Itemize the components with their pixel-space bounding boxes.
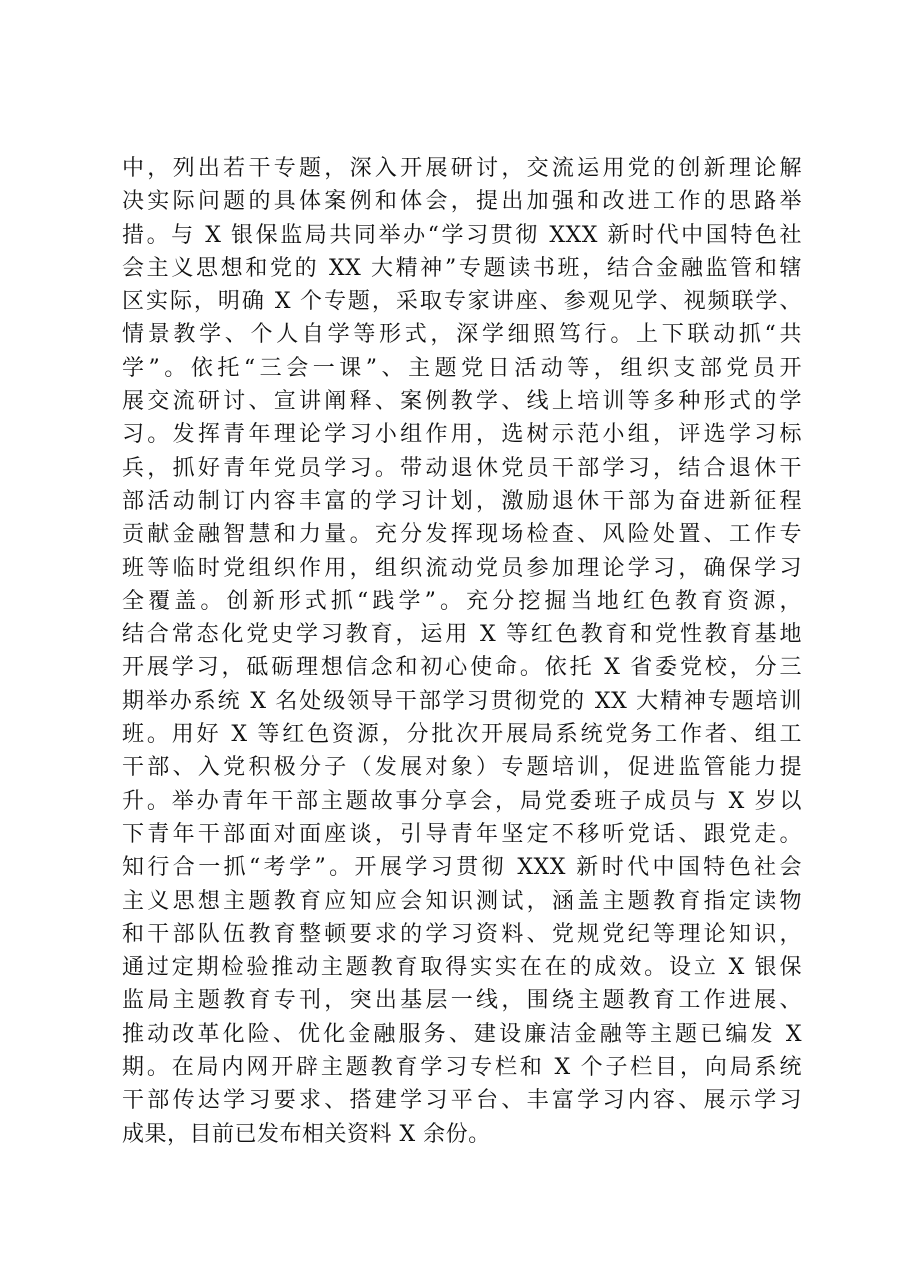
text-line: 主义思想主题教育应知应会知识测试，涵盖主题教育指定读物 (122, 888, 802, 914)
text-line: 情景教学、个人自学等形式，深学细照笃行。上下联动抓“共 (122, 322, 802, 348)
text-line: 干部传达学习要求、搭建学习平台、丰富学习内容、展示学习 (122, 1088, 802, 1114)
text-line: 班。用好 X 等红色资源，分批次开展局系统党务工作者、组工 (122, 722, 802, 748)
text-line: 成果，目前已发布相关资料 X 余份。 (122, 1121, 491, 1147)
text-line: 区实际，明确 X 个专题，采取专家讲座、参观见学、视频联学、 (122, 289, 802, 315)
text-line: 监局主题教育专刊，突出基层一线，围绕主题教育工作进展、 (122, 988, 802, 1014)
text-line: 结合常态化党史学习教育，运用 X 等红色教育和党性教育基地 (122, 622, 802, 648)
text-line: 展交流研讨、宣讲阐释、案例教学、线上培训等多种形式的学 (122, 389, 802, 415)
text-line: 通过定期检验推动主题教育取得实实在在的成效。设立 X 银保 (122, 955, 802, 981)
text-line: 部活动制订内容丰富的学习计划，激励退休干部为奋进新征程 (122, 488, 802, 514)
text-line: 和干部队伍教育整顿要求的学习资料、党规党纪等理论知识， (122, 921, 802, 947)
text-line: 升。举办青年干部主题故事分享会，局党委班子成员与 X 岁以 (122, 788, 802, 814)
text-line: 措。与 X 银保监局共同举办“学习贯彻 XXX 新时代中国特色社 (122, 222, 802, 248)
text-line: 贡献金融智慧和力量。充分发挥现场检查、风险处置、工作专 (122, 522, 802, 548)
text-line: 习。发挥青年理论学习小组作用，选树示范小组，评选学习标 (122, 422, 802, 448)
text-line: 推动改革化险、优化金融服务、建设廉洁金融等主题已编发 X (122, 1021, 802, 1047)
text-line: 学”。依托“三会一课”、主题党日活动等，组织支部党员开 (122, 355, 802, 381)
text-line: 兵，抓好青年党员学习。带动退休党员干部学习，结合退休干 (122, 455, 802, 481)
text-line: 开展学习，砥砺理想信念和初心使命。依托 X 省委党校，分三 (122, 655, 802, 681)
text-line: 班等临时党组织作用，组织流动党员参加理论学习，确保学习 (122, 555, 802, 581)
text-line: 会主义思想和党的 XX 大精神”专题读书班，结合金融监管和辖 (122, 255, 802, 281)
body-text (122, 152, 802, 1151)
text-line: 知行合一抓“考学”。开展学习贯彻 XXX 新时代中国特色社会 (122, 855, 802, 881)
text-line: 全覆盖。创新形式抓“践学”。充分挖掘当地红色教育资源， (122, 588, 802, 614)
text-line: 期举办系统 X 名处级领导干部学习贯彻党的 XX 大精神专题培训 (122, 688, 802, 714)
text-line: 干部、入党积极分子（发展对象）专题培训，促进监管能力提 (122, 755, 802, 781)
text-line: 决实际问题的具体案例和体会，提出加强和改进工作的思路举 (122, 189, 802, 215)
text-line: 期。在局内网开辟主题教育学习专栏和 X 个子栏目，向局系统 (122, 1055, 802, 1081)
text-line: 中，列出若干专题，深入开展研讨，交流运用党的创新理论解 (122, 156, 802, 181)
text-line: 下青年干部面对面座谈，引导青年坚定不移听党话、跟党走。 (122, 821, 802, 847)
